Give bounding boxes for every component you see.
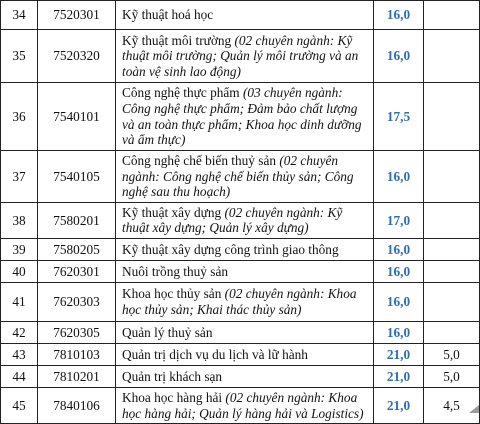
major-name-cell: [116, 387, 374, 423]
major-name-cell: [116, 30, 374, 83]
major-code-cell: 7580201: [38, 202, 116, 238]
benchmark-score-cell: 16,0: [374, 238, 424, 260]
major-name-cell: [116, 202, 374, 238]
major-specializations: (02 chuyên ngành: Công nghệ chế biến thủy sản; Công nghệ sau thu hoạch): [122, 153, 354, 200]
table-row: [1, 202, 480, 238]
major-name: Khoa học thủy sản: [122, 286, 225, 302]
row-number-cell: 45: [1, 387, 38, 423]
major-code-cell: 7580205: [38, 238, 116, 260]
major-specializations: (02 chuyên ngành: Khoa học thủy sản; Khai thác thủy sản): [122, 286, 357, 317]
major-name: Công nghệ thực phẩm: [122, 85, 243, 101]
benchmark-score-cell: 16,0: [374, 321, 424, 343]
major-code-cell: 7520320: [38, 30, 116, 83]
table-row: [1, 83, 480, 151]
major-code-cell: 7620305: [38, 321, 116, 343]
row-number-cell: 37: [1, 151, 38, 203]
secondary-score-cell: 5,0: [424, 365, 480, 387]
major-code-cell: 7520301: [38, 1, 116, 30]
benchmark-score-cell: 17,0: [374, 202, 424, 238]
benchmark-score-cell: 16,0: [374, 151, 424, 203]
major-code-cell: 7840106: [38, 387, 116, 423]
benchmark-score-cell: 16,0: [374, 30, 424, 83]
row-number-cell: 34: [1, 1, 38, 30]
major-code-cell: 7620303: [38, 282, 116, 321]
secondary-score-cell: [424, 321, 480, 343]
table-row: [1, 260, 480, 282]
table-row: [1, 1, 480, 30]
major-name: Công nghệ chế biến thuỷ sản: [122, 153, 280, 168]
major-specializations: (02 chuyên ngành: Kỹ thuật môi trường; Quản lý môi trường và an toàn vệ sinh lao động): [122, 32, 359, 79]
major-code-cell: 7540105: [38, 151, 116, 203]
resize-handle-icon[interactable]: [465, 403, 479, 413]
major-code-cell: 7540101: [38, 83, 116, 151]
major-name-cell: [116, 151, 374, 203]
row-number-cell: 43: [1, 343, 38, 365]
table-row: [1, 238, 480, 260]
benchmark-score-cell: 21,0: [374, 387, 424, 423]
major-name-cell: [116, 83, 374, 151]
row-number-cell: 42: [1, 321, 38, 343]
major-name-cell: [116, 238, 374, 260]
major-specializations: (02 chuyên ngành: Kỹ thuật xây dựng; Quản lý xây dựng): [122, 204, 343, 236]
row-number-cell: 40: [1, 260, 38, 282]
major-code-cell: 7620301: [38, 260, 116, 282]
major-name: Quản lý thuỷ sản: [122, 324, 213, 340]
row-number-cell: 44: [1, 365, 38, 387]
table-row: [1, 365, 480, 387]
major-name: Kỹ thuật xây dựng công trình giao thông: [122, 241, 339, 257]
major-name-cell: [116, 365, 374, 387]
secondary-score-cell: [424, 83, 480, 151]
table-body: [1, 1, 480, 424]
secondary-score-cell: [424, 30, 480, 83]
secondary-score-cell: [424, 282, 480, 321]
table-row: [1, 321, 480, 343]
row-number-cell: 35: [1, 30, 38, 83]
secondary-score-cell: [424, 202, 480, 238]
table-row: [1, 30, 480, 83]
major-name: Nuôi trồng thuỷ sản: [122, 263, 228, 279]
secondary-score-cell: 4,5: [424, 387, 480, 423]
major-name: Khoa học hàng hải: [122, 389, 226, 405]
major-name-cell: [116, 260, 374, 282]
table-row: [1, 282, 480, 321]
table-row: [1, 387, 480, 423]
major-name-cell: [116, 343, 374, 365]
secondary-score-cell: [424, 260, 480, 282]
benchmark-score-cell: 16,0: [374, 1, 424, 30]
major-name: Kỹ thuật xây dựng: [122, 204, 225, 220]
row-number-cell: 36: [1, 83, 38, 151]
benchmark-score-cell: 17,5: [374, 83, 424, 151]
major-name-cell: [116, 321, 374, 343]
major-code-cell: 7810103: [38, 343, 116, 365]
benchmark-score-cell: 21,0: [374, 365, 424, 387]
major-name: Kỹ thuật môi trường: [122, 32, 235, 48]
benchmark-score-cell: 16,0: [374, 260, 424, 282]
major-code-cell: 7810201: [38, 365, 116, 387]
row-number-cell: 38: [1, 202, 38, 238]
secondary-score-cell: [424, 1, 480, 30]
major-name: Quản trị dịch vụ du lịch và lữ hành: [122, 346, 308, 362]
major-specializations: (03 chuyên ngành: Công nghệ thực phẩm; Đảm bảo chất lượng và an toàn thực phẩm; Khoa học dinh dưỡng và ẩm thực): [122, 85, 362, 148]
secondary-score-cell: [424, 238, 480, 260]
major-name-cell: [116, 1, 374, 30]
row-number-cell: 39: [1, 238, 38, 260]
major-specializations: (02 chuyên ngành: Khoa học hàng hải; Quản lý hàng hải và Logistics): [122, 389, 364, 421]
secondary-score-cell: [424, 151, 480, 203]
secondary-score-cell: 5,0: [424, 343, 480, 365]
table-row: [1, 343, 480, 365]
benchmark-score-cell: 16,0: [374, 282, 424, 321]
major-name: Kỹ thuật hoá học: [122, 7, 214, 23]
benchmark-score-cell: 21,0: [374, 343, 424, 365]
major-name-cell: [116, 282, 374, 321]
major-name: Quản trị khách sạn: [122, 368, 223, 384]
row-number-cell: 41: [1, 282, 38, 321]
table-row: [1, 151, 480, 203]
